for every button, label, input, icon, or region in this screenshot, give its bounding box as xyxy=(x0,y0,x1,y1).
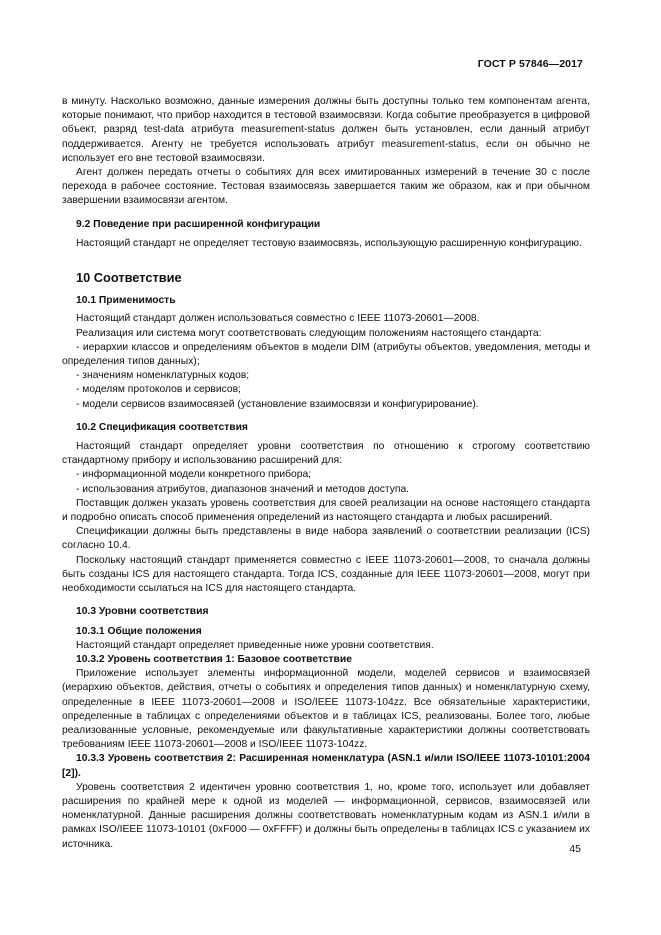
paragraph: Уровень соответствия 2 идентичен уровню соответствия 1, но, кроме того, использует или добавляет расширения по крайней мере к одной из моделей — информационной, сервисов, взаимосвязей или номенклатурной. Данные расширения должны соответствовать номенклатурным кодам из ASN.1 и/или в рамках ISO/IEEE 11073-10101 (0xF000 — 0xFFFF) и должны быть определены в таблицах ICS с указанием их источника. xyxy=(62,781,590,850)
paragraph: Настоящий стандарт определяет уровни соответствия по отношению к строгому соответствию стандартному прибору и использованию расширений для: xyxy=(62,441,590,467)
list-item: - использования атрибутов, диапазонов значений и методов доступа. xyxy=(76,483,410,495)
section-heading-9-2: 9.2 Поведение при расширенной конфигурации xyxy=(76,218,321,230)
paragraph: Агент должен передать отчеты о событиях для всех имитированных измерений в течение 30 с после перехода в рабочее состояние. Тестовая взаимосвязь завершается таким же образом, как и при обычном завершении взаимосвязи агентом. xyxy=(62,167,590,207)
page-content xyxy=(62,95,590,852)
section-heading-10-3-1: 10.3.1 Общие положения xyxy=(76,625,202,637)
section-heading-10: 10 Соответствие xyxy=(76,270,182,286)
paragraph: Реализация или система могут соответствовать следующим положениям настоящего стандарта: xyxy=(76,327,542,339)
list-item: - моделям протоколов и сервисов; xyxy=(76,384,241,396)
paragraph: Поскольку настоящий стандарт применяется совместно с IEEE 11073-20601—2008, то сначала должны быть созданы ICS для настоящего стандарта. Тогда ICS, созданные для IEEE 11073-20601—2008, могут при необходимости ссылаться на ICS для настоящего стандарта. xyxy=(62,554,590,595)
list-item: - иерархии классов и определениям объектов в модели DIM (атрибуты объектов, уведомления, методы и определения типов данных); xyxy=(62,341,590,368)
paragraph: Приложение использует элементы информационной модели, моделей сервисов и взаимосвязей (иерархию объектов, действия, отчеты о событиях и определения типов данных) и номенклатурную схему, определенные в IEEE 11073-20601—2008 и ISO/IEEE 11073-104zz. Все обязательные характеристики, определенные в таблицах с определениями объектов и в таблицах ICS, реализованы. Более того, любые реализованные условные, рекомендуемые или факультативные характеристики должны соответствовать требованиям IEEE 11073-20601—2008 и ISO/IEEE 11073-104zz. xyxy=(62,668,590,751)
page-number: 45 xyxy=(569,843,581,855)
paragraph: Настоящий стандарт не определяет тестовую взаимосвязь, использующую расширенную конфигурацию. xyxy=(76,237,582,249)
section-heading-10-1: 10.1 Применимость xyxy=(76,295,176,307)
paragraph: в минуту. Насколько возможно, данные измерения должны быть доступны только тем компонентам агента, которые понимают, что прибор находится в тестовой взаимосвязи. Когда событие преобразуется в цифровой объект, разряд test-data атрибута measurement-status должен быть установлен, если данный атрибут поддерживается. Агенту не требуется использовать атрибут measurement-status, если он обычно не использует его вне тестовой взаимосвязи. xyxy=(62,96,590,164)
list-item: - информационной модели конкретного прибора; xyxy=(76,469,312,481)
paragraph: Спецификации должны быть представлены в виде набора заявлений о соответствии реализации (ICS) согласно 10.4. xyxy=(62,526,590,552)
paragraph: Настоящий стандарт определяет приведенные ниже уровни соответствия. xyxy=(76,639,434,651)
section-heading-10-3-3: 10.3.3 Уровень соответствия 2: Расширенная номенклатура (ASN.1 и/или ISO/IEEE 11073-10101:2004 [2]). xyxy=(62,753,590,779)
list-item: - значениям номенклатурных кодов; xyxy=(76,370,250,382)
list-item: - модели сервисов взаимосвязей (установление взаимосвязи и конфигурирование). xyxy=(76,398,479,410)
section-heading-10-3-2: 10.3.2 Уровень соответствия 1: Базовое соответствие xyxy=(76,653,352,665)
paragraph: Настоящий стандарт должен использоваться совместно с IEEE 11073-20601—2008. xyxy=(76,313,480,325)
standard-code-header: ГОСТ Р 57846—2017 xyxy=(477,58,583,70)
paragraph: Поставщик должен указать уровень соответствия для своей реализации на основе настоящего стандарта и подробно описать способ применения определений из настоящего стандарта и любых расширений. xyxy=(62,497,590,524)
section-heading-10-3: 10.3 Уровни соответствия xyxy=(76,606,209,618)
section-heading-10-2: 10.2 Спецификация соответствия xyxy=(76,421,248,433)
